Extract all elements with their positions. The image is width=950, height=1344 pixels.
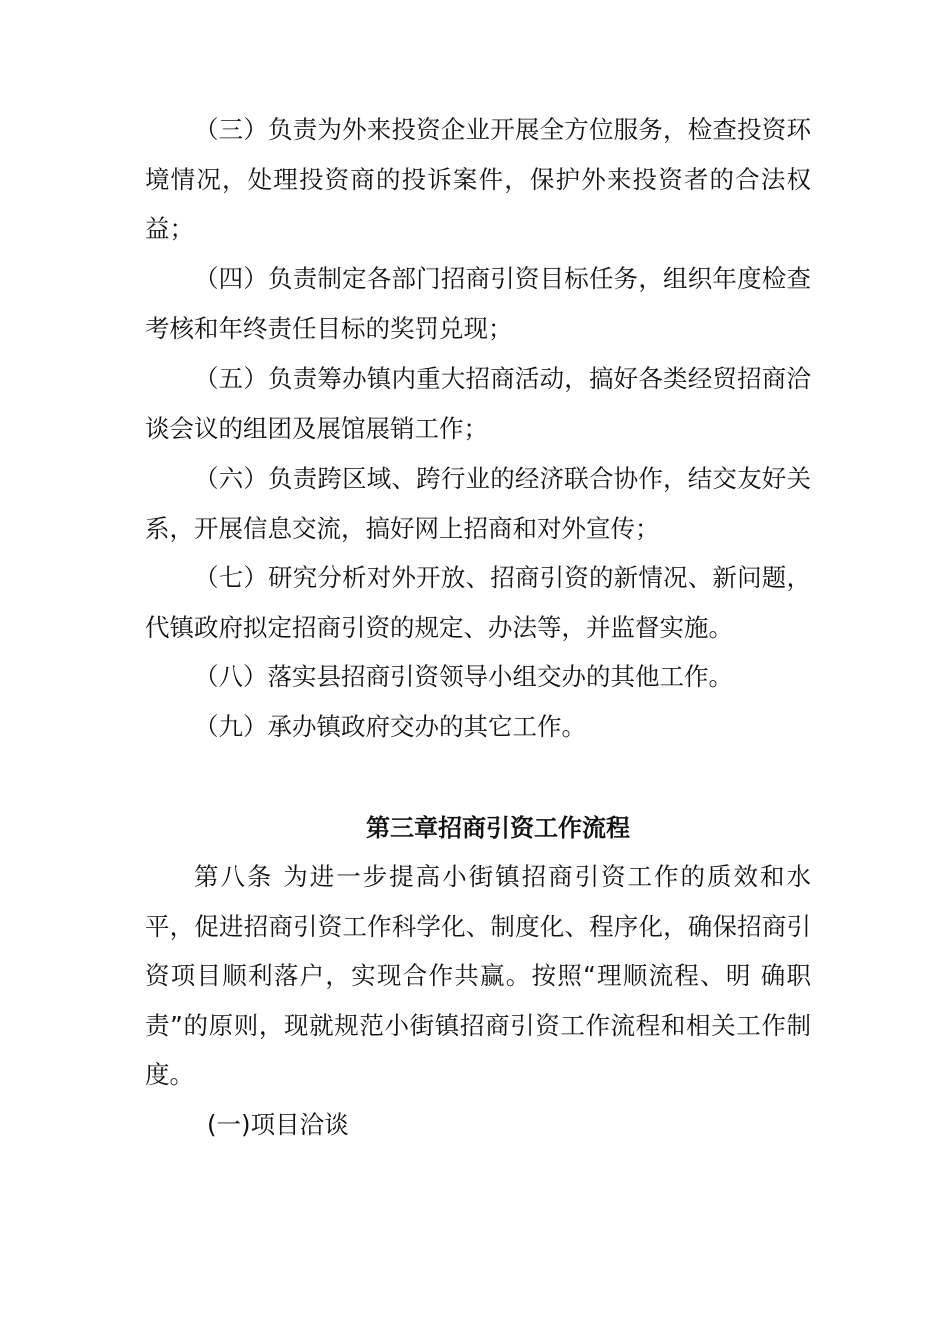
paragraph-article-8: 第八条 为进一步提高小街镇招商引资工作的质效和水平，促进招商引资工作科学化、制度化、程序化，确保招商引资项目顺利落户，实现合作共赢。按照“理顺流程、明 确职责”的原则，现就规范小街镇招商引资工作流程和相关工作制度。 xyxy=(145,862,811,1089)
paragraph-duty-7: （七）研究分析对外开放、招商引资的新情况、新问题，代镇政府拟定招商引资的规定、办法等，并监督实施。 xyxy=(145,563,811,642)
chapter-title: 第三章招商引资工作流程 xyxy=(366,814,630,842)
paragraph-duty-6: （六）负责跨区域、跨行业的经济联合协作，结交友好关系，开展信息交流，搞好网上招商和对外宣传； xyxy=(145,464,811,543)
paragraph-duty-3: （三）负责为外来投资企业开展全方位服务，检查投资环境情况，处理投资商的投诉案件，保护外来投资者的合法权益； xyxy=(145,115,811,243)
paragraph-duty-5: （五）负责筹办镇内重大招商活动，搞好各类经贸招商洽谈会议的组团及展馆展销工作； xyxy=(145,364,811,443)
paragraph-duty-8: （八）落实县招商引资领导小组交办的其他工作。 xyxy=(194,662,733,691)
subsection-heading: (一)项目洽谈 xyxy=(207,1110,349,1139)
paragraph-duty-4: （四）负责制定各部门招商引资目标任务，组织年度检查考核和年终责任目标的奖罚兑现； xyxy=(145,264,811,343)
paragraph-duty-9: （九）承办镇政府交办的其它工作。 xyxy=(194,712,586,741)
